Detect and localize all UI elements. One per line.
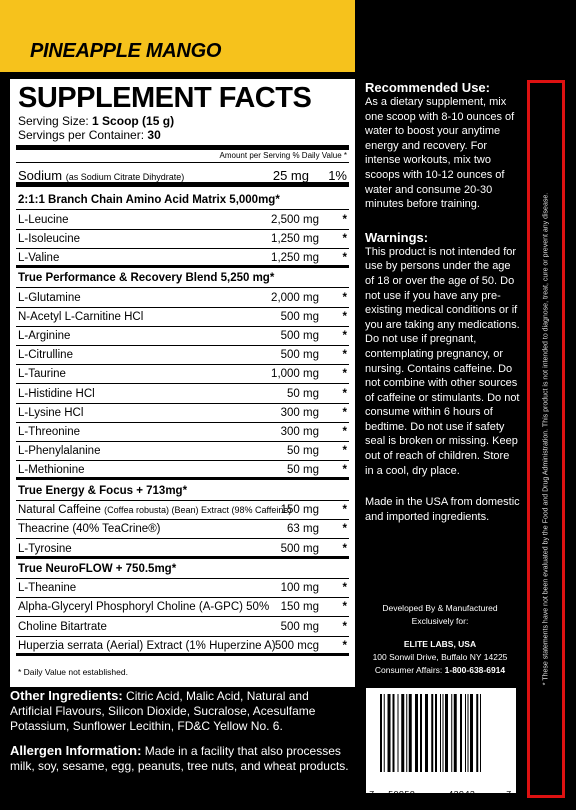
serving-size: Serving Size: 1 Scoop (15 g) [18,114,175,128]
ingredient-label: Natural Caffeine [18,504,101,517]
ingredient-name [18,637,276,655]
divider [16,162,349,163]
ingredient-name [18,404,83,422]
ingredient-daily-value: * [342,504,347,517]
ingredient-daily-value: * [342,387,347,400]
ingredient-label: L-Methionine [18,464,85,477]
ingredient-name [18,385,95,403]
ingredient-amount: 1,000 mg [271,368,319,381]
ingredient-name [18,346,73,364]
ingredient-label: N-Acetyl L-Carnitine HCl [18,310,144,323]
ingredient-amount: 50 mg [287,445,319,458]
ingredient-daily-value: * [342,601,347,614]
manufacturer-address: 100 Sonwil Drive, Buffalo NY 14225 [372,652,508,662]
nutrient-note: (as Sodium Citrate Dihydrate) [65,172,185,182]
ingredient-daily-value: * [342,213,347,226]
ingredient-name [18,579,76,597]
ingredient-label: L-Isoleucine [18,232,81,245]
fda-disclaimer: * These statements have not been evaluated by the Food and Drug Administration. This product is not intended to diagnose, treat, cure or prevent any disease. [542,192,550,686]
ingredient-label: L-Threonine [18,426,81,438]
ingredient-label: L-Theanine [18,582,77,595]
barcode-bar [470,694,473,772]
barcode-bar [406,694,407,772]
sodium-name [18,165,184,188]
ingredient-row [16,327,349,346]
ingredient-label: L-Citrulline [18,349,73,362]
ingredient-row [16,211,349,230]
facts-title: SUPPLEMENT FACTS [18,82,312,114]
upc-barcode: 7 50958 43943 7 [366,688,516,793]
ingredient-row [16,442,349,461]
ingredient-daily-value: * [342,406,347,419]
ingredient-label: L-Leucine [18,213,69,226]
blend-title: True Performance & Recovery Blend 5,250 mg* [18,272,275,285]
blend-title: True NeuroFLOW + 750.5mg* [18,562,177,575]
barcode-bar [451,694,452,772]
blend-header [16,191,349,210]
ingredient-row [16,461,349,480]
barcode-bar [401,694,404,772]
ingredient-name [18,520,161,538]
ingredient-amount: 500 mg [280,330,319,342]
ingredient-amount: 500 mcg [274,639,319,652]
barcode-bar [435,694,437,772]
ingredient-daily-value: * [342,251,347,264]
barcode-bar [415,694,418,772]
ingredient-amount: 63 mg [287,523,319,536]
ingredient-amount: 500 mg [280,620,319,633]
barcode-bar [420,694,422,772]
barcode-bar [443,694,444,772]
ingredient-label: L-Arginine [18,330,71,342]
barcode-bar [380,694,382,772]
barcode-bar [468,694,469,772]
column-header: Amount per Serving % Daily Value * [219,151,347,160]
ingredient-amount: 50 mg [287,387,319,400]
ingredient-name [18,211,69,229]
ingredient-name [18,461,84,479]
barcode-bar [409,694,412,772]
barcode-bar [425,694,428,772]
ingredient-name [18,365,66,383]
warnings-text: This product is not intended for use by persons under the age of 18 or over the age of 50. Do not use if you have any pre-existing medical conditions or if you are taking any medications. Do not use if pregnant, contemplating pregnancy, or nursing. Contains caffeine. Do not combine with other sources of caffeine or stimulants. Do not consume within 6 hours of bedtime. Do not use if safety seal is broken or missing. Keep out of reach of children. Store in a cool, dry place. [365,245,520,477]
ingredient-row [16,618,349,637]
ingredient-daily-value: * [342,232,347,245]
barcode-bar [440,694,441,772]
ingredient-label: L-Lysine HCl [18,406,84,419]
ingredient-name [18,442,100,460]
ingredient-name [18,230,80,248]
ingredient-daily-value: * [342,464,347,477]
ingredient-label: L-Phenylalanine [18,445,101,458]
blend-header [16,482,349,501]
ingredient-daily-value: * [342,582,347,595]
ingredient-label: Choline Bitartrate [18,620,107,633]
barcode-bar [431,694,433,772]
manufacturer-info [365,602,515,677]
ingredient-daily-value: * [342,542,347,555]
ingredient-row [16,346,349,365]
barcode-bar [393,694,395,772]
ingredient-daily-value: * [342,426,347,438]
ingredient-name [18,598,269,616]
ingredient-amount: 1,250 mg [271,251,319,264]
ingredient-name [18,618,107,636]
barcode-bar [388,694,391,772]
divider-thick [16,145,349,150]
ingredient-daily-value: * [342,310,347,323]
ingredient-daily-value: * [342,445,347,458]
ingredient-daily-value: * [342,291,347,304]
ingredient-label: Theacrine (40% TeaCrine®) [18,523,161,536]
ingredient-amount: 500 mg [280,310,319,323]
ingredient-label: Huperzia serrata (Aerial) Extract (1% Huperzine A) [18,639,276,652]
barcode-bar [460,694,462,772]
ingredient-daily-value: * [342,639,347,652]
sodium-row [16,165,349,187]
ingredient-amount: 150 mg [280,504,319,517]
ingredient-note: (Coffea robusta) (Bean) Extract (98% Caffeine) [104,505,292,516]
consumer-affairs-label: Consumer Affairs: [374,665,443,675]
ingredient-row [16,365,349,384]
barcode-bar [476,694,478,772]
made-in-usa: Made in the USA from domestic and imported ingredients. [365,496,520,523]
blend-header [16,560,349,579]
ingredient-row [16,289,349,308]
blend-header [16,269,349,288]
ingredient-name [18,327,70,345]
ingredient-daily-value: * [342,620,347,633]
barcode-bar [480,694,481,772]
blend-title: 2:1:1 Branch Chain Amino Acid Matrix 5,000mg* [18,194,280,206]
ingredient-row [16,404,349,423]
blend-title: True Energy & Focus + 713mg* [18,484,188,497]
ingredient-row [16,308,349,327]
ingredient-label: L-Tyrosine [18,542,72,555]
footnote: * Daily Value not established. [18,667,128,677]
barcode-bar [465,694,466,772]
warnings-title: Warnings: [365,229,429,245]
ingredient-label: L-Glutamine [18,291,81,304]
ingredient-amount: 300 mg [280,406,319,419]
ingredient-row [16,637,349,656]
ingredient-amount: 1,250 mg [271,232,319,245]
directions-column [365,80,520,524]
recommended-use-title: Recommended Use: [365,80,490,95]
ingredient-name [18,249,59,267]
ingredient-row [16,520,349,539]
other-ingredients: Other Ingredients: Citric Acid, Malic Acid, Natural and Artificial Flavours, Silicon Dioxide, Sucralose, Acesulfame Potassium, Sunflower Lecithin, FD&C Yellow No. 6. [10,688,316,733]
ingredient-amount: 500 mg [280,542,319,555]
ingredient-amount: 50 mg [287,464,319,477]
flavor-name: PINEAPPLE MANGO [30,40,222,62]
sodium-daily-value: 1% [328,168,347,183]
servings-per-container: Servings per Container: 30 [18,128,161,142]
recommended-use-text: As a dietary supplement, mix one scoop with 8-10 ounces of water to boost your anytime energy and recovery. For intense workouts, mix two scoops with 10-12 ounces of water and consume 20-30 minutes before training. [365,96,515,211]
supplement-facts-panel [10,79,355,687]
manufacturer-label: Developed By & Manufactured Exclusively for: [382,603,498,626]
flavor-banner [0,0,355,72]
ingredient-row [16,579,349,598]
ingredient-amount: 2,000 mg [271,291,319,304]
ingredient-name [18,501,291,519]
ingredient-amount: 100 mg [280,582,319,595]
sodium-amount: 25 mg [272,168,309,183]
ingredient-row [16,501,349,520]
ingredient-name [18,540,72,558]
consumer-affairs-phone: 1-800-638-6914 [444,665,506,675]
ingredient-daily-value: * [342,330,347,342]
ingredient-amount: 500 mg [280,349,319,362]
barcode-bars [376,694,506,776]
ingredient-label: L-Valine [18,251,60,264]
ingredient-row [16,385,349,404]
ingredient-amount: 150 mg [280,601,319,614]
fda-disclaimer-box [527,80,565,798]
nutrient-name: Sodium [18,168,63,183]
allergen-information: Allergen Information: Made in a facility that also processes milk, soy, sesame, egg, peanuts, tree nuts, and wheat products. [10,743,349,773]
ingredient-label: L-Taurine [18,368,66,381]
barcode-bar [445,694,448,772]
barcode-bar [454,694,457,772]
ingredient-daily-value: * [342,368,347,381]
ingredient-amount: 2,500 mg [271,213,319,226]
ingredient-row [16,249,349,268]
ingredient-row [16,598,349,617]
ingredient-name [18,308,143,326]
ingredient-row [16,230,349,249]
ingredient-row [16,423,349,442]
ingredient-label: L-Histidine HCl [18,387,95,400]
ingredient-row [16,540,349,559]
ingredient-daily-value: * [342,523,347,536]
ingredient-name [18,423,80,441]
barcode-bar [384,694,385,772]
ingredient-label: Alpha-Glyceryl Phosphoryl Choline (A-GPC) 50% [18,601,270,614]
ingredient-name [18,289,81,307]
ingredient-daily-value: * [342,349,347,362]
ingredient-amount: 300 mg [280,426,319,438]
barcode-bar [398,694,399,772]
manufacturer-name: ELITE LABS, USA [403,639,477,649]
